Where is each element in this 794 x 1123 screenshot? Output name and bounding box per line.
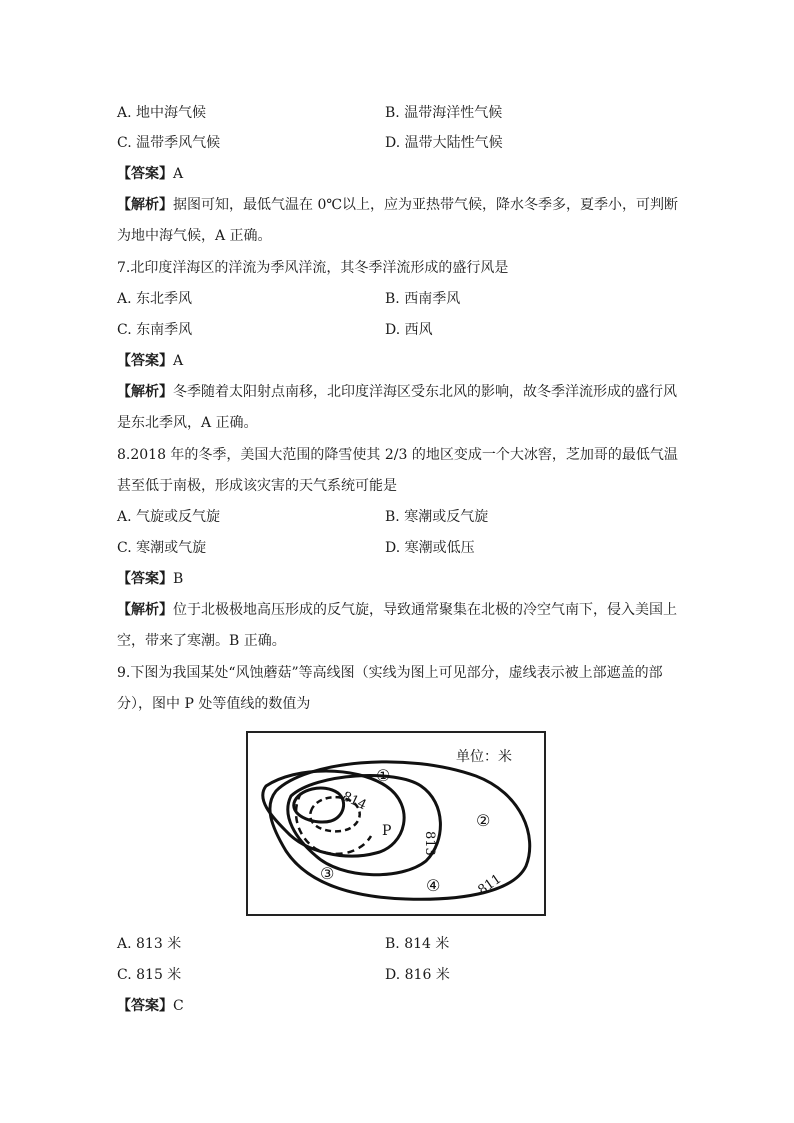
q7-answer [117,352,183,370]
q9-stem-line-1: 9.下图为我国某处“风蚀蘑菇”等高线图（实线为图上可见部分，虚线表示被上部遮盖的部 [117,665,663,681]
marker-1: ① [376,766,391,785]
option-text: 寒潮或反气旋 [404,509,489,525]
analysis-label: 【解析】 [117,197,173,213]
q8-option-a [117,508,220,526]
option-text: 816 米 [404,967,450,983]
q7-option-c [117,321,192,339]
answer-label: 【答案】 [117,571,173,587]
q9-option-b [385,935,449,953]
q8-option-c [117,539,206,557]
answer-value: A [173,166,184,182]
q9-stem-line-2: 分），图中 P 处等值线的数值为 [117,696,311,712]
contour-map-figure [246,731,546,916]
q7-analysis-line-2: 是东北季风，A 正确。 [117,415,258,431]
option-letter: A. [117,291,132,307]
option-text: 温带季风气候 [136,135,221,151]
answer-value: A [173,353,184,369]
option-letter: D. [385,135,401,151]
q8-answer [117,570,183,588]
marker-4: ④ [426,876,441,895]
label-p: P [382,823,392,839]
option-letter: B. [385,509,400,525]
option-text: 815 米 [136,967,182,983]
option-letter: C. [117,540,132,556]
option-text: 东北季风 [136,291,193,307]
analysis-label: 【解析】 [117,384,173,400]
option-text: 814 米 [404,936,450,952]
q8-option-b [385,508,488,526]
option-letter: C. [117,322,132,338]
analysis-text: 据图可知，最低气温在 0℃以上，应为亚热带气候，降水冬季多，夏季小，可判断 [173,197,679,213]
q7-analysis-line-1 [117,383,677,401]
option-letter: D. [385,967,401,983]
marker-2: ② [476,811,491,830]
analysis-text: 冬季随着太阳射点南移，北印度洋海区受东北风的影响，故冬季洋流形成的盛行风 [173,384,677,400]
q8-analysis-line-1 [117,601,677,619]
q8-stem-line-2: 甚至低于南极，形成该灾害的天气系统可能是 [117,478,397,494]
option-text: 东南季风 [136,322,193,338]
answer-label: 【答案】 [117,998,173,1014]
q6-analysis-line-2: 为地中海气候，A 正确。 [117,228,272,244]
q6-option-d [385,134,503,152]
q9-option-c [117,966,181,984]
answer-label: 【答案】 [117,166,173,182]
option-text: 寒潮或气旋 [136,540,207,556]
q6-option-a [117,104,206,122]
q7-stem: 7.北印度洋海区的洋流为季风洋流，其冬季洋流形成的盛行风是 [117,260,509,276]
option-letter: D. [385,540,401,556]
q6-option-b [385,104,502,122]
option-letter: A. [117,509,132,525]
answer-value: B [173,571,184,587]
option-letter: B. [385,936,400,952]
option-letter: B. [385,105,400,121]
option-text: 地中海气候 [136,105,207,121]
q6-option-c [117,134,220,152]
option-text: 温带海洋性气候 [404,105,503,121]
q8-stem-line-1: 8.2018 年的冬季，美国大范围的降雪使其 2/3 的地区变成一个大冰窖，芝加哥的最低气温 [117,447,678,463]
q7-option-d [385,321,433,339]
label-811: 811 [475,871,505,899]
option-text: 813 米 [136,936,182,952]
option-letter: A. [117,105,132,121]
option-text: 西风 [404,322,433,338]
option-letter: B. [385,291,400,307]
option-letter: C. [117,967,132,983]
option-text: 西南季风 [404,291,461,307]
option-letter: A. [117,936,132,952]
option-text: 温带大陆性气候 [404,135,503,151]
option-letter: D. [385,322,401,338]
label-814: 814 [339,789,369,814]
analysis-label: 【解析】 [117,602,173,618]
q9-option-d [385,966,450,984]
analysis-text: 位于北极极地高压形成的反气旋，导致通常聚集在北极的冷空气南下，侵入美国上 [173,602,677,618]
q7-option-a [117,290,192,308]
unit-label: 单位：米 [456,749,512,765]
q7-option-b [385,290,460,308]
label-813: 813 [422,831,437,856]
q9-answer [117,997,184,1015]
q6-analysis-line-1 [117,196,678,214]
q8-option-d [385,539,475,557]
q9-option-a [117,935,181,953]
option-text: 气旋或反气旋 [136,509,221,525]
option-letter: C. [117,135,132,151]
answer-label: 【答案】 [117,353,173,369]
answer-value: C [173,998,184,1014]
q6-answer [117,165,183,183]
marker-3: ③ [320,864,335,883]
option-text: 寒潮或低压 [404,540,475,556]
q8-analysis-line-2: 空，带来了寒潮。B 正确。 [117,633,286,649]
